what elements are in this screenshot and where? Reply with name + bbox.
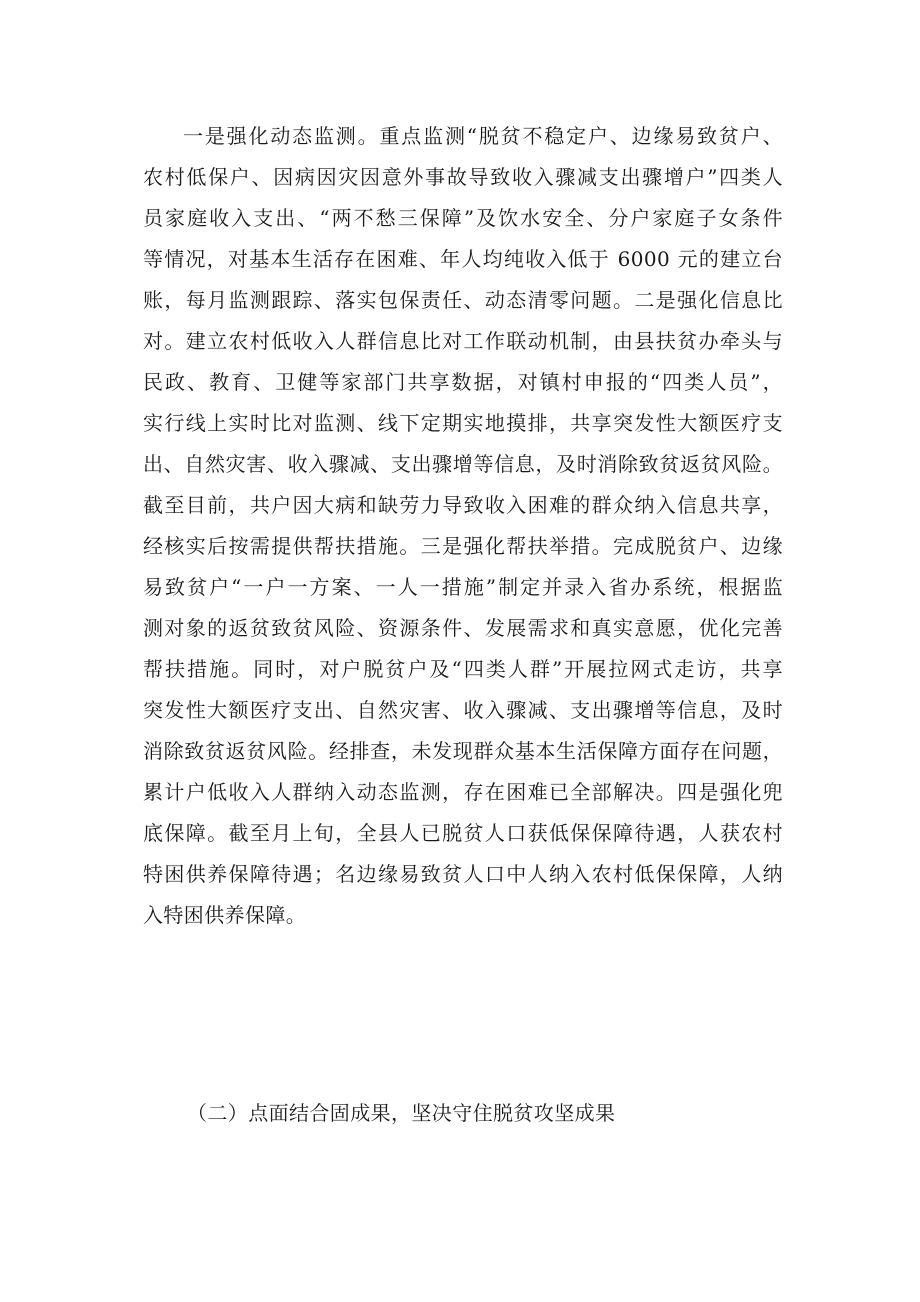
section-heading: （二）点面结合固成果，坚决守住脱贫攻坚成果 <box>187 1101 616 1125</box>
paragraph-line: 入特困供养保障。 <box>143 903 307 927</box>
paragraph-line: 测对象的返贫致贫风险、资源条件、发展需求和真实意愿，优化完善 <box>143 616 783 640</box>
paragraph-line: 特困供养保障待遇；名边缘易致贫人口中人纳入农村低保保障，人纳 <box>143 862 783 886</box>
paragraph-line: 民政、教育、卫健等家部门共享数据，对镇村申报的“四类人员”， <box>143 370 783 394</box>
paragraph-line: 对。建立农村低收入人群信息比对工作联动机制，由县扶贫办牵头与 <box>143 329 783 353</box>
paragraph-line: 实行线上实时比对监测、线下定期实地摸排，共享突发性大额医疗支 <box>143 411 783 435</box>
paragraph-line: 截至目前，共户因大病和缺劳力导致收入困难的群众纳入信息共享， <box>143 493 783 517</box>
paragraph-line: 农村低保户、因病因灾因意外事故导致收入骤减支出骤增户”四类人 <box>143 165 783 189</box>
paragraph-line: 易致贫户“一户一方案、一人一措施”制定并录入省办系统，根据监 <box>143 575 783 599</box>
paragraph-line: 累计户低收入人群纳入动态监测，存在困难已全部解决。四是强化兜 <box>143 780 783 804</box>
paragraph-line: 等情况，对基本生活存在困难、年人均纯收入低于 6000 元的建立台 <box>143 247 783 271</box>
paragraph-line: 帮扶措施。同时，对户脱贫户及“四类人群”开展拉网式走访，共享 <box>143 657 783 681</box>
body-paragraph <box>143 116 783 936</box>
paragraph-line: 经核实后按需提供帮扶措施。三是强化帮扶举措。完成脱贫户、边缘 <box>143 534 783 558</box>
paragraph-line: 账，每月监测跟踪、落实包保责任、动态清零问题。二是强化信息比 <box>143 288 783 312</box>
paragraph-line: 底保障。截至月上旬，全县人已脱贫人口获低保保障待遇，人获农村 <box>143 821 783 845</box>
paragraph-line: 一是强化动态监测。重点监测“脱贫不稳定户、边缘易致贫户、 <box>183 124 783 148</box>
paragraph-line: 出、自然灾害、收入骤减、支出骤增等信息，及时消除致贫返贫风险。 <box>143 452 783 476</box>
paragraph-line: 突发性大额医疗支出、自然灾害、收入骤减、支出骤增等信息，及时 <box>143 698 783 722</box>
paragraph-line: 员家庭收入支出、“两不愁三保障”及饮水安全、分户家庭子女条件 <box>143 206 783 230</box>
paragraph-line: 消除致贫返贫风险。经排查，未发现群众基本生活保障方面存在问题， <box>143 739 783 763</box>
